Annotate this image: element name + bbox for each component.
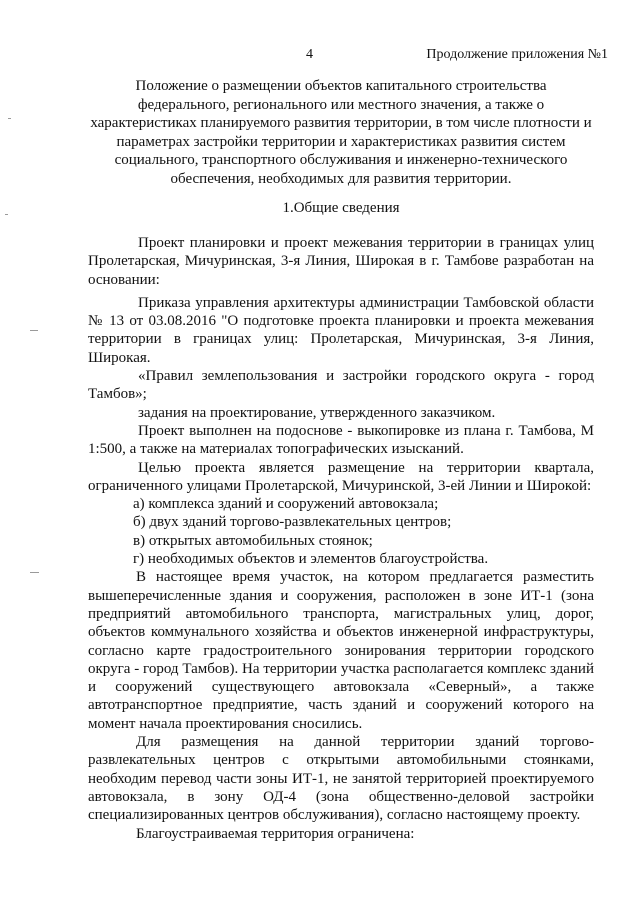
page-header [0,47,640,67]
document-body [88,234,594,843]
paragraph-assignment: задания на проектирование, утвержденного заказчиком. [138,404,496,421]
document-title: Положение о размещении объектов капитального строительства федерального, регионального или местного значения, а также о характеристиках планируемого развития территории, в том числе плотности и параметрах застройки территории и характеристиках развития систем социального, транспортного обслуживания и инженерно-технического обеспечения, необходимых для развития территории. [90,78,592,187]
scan-mark [5,214,8,215]
list-item-d: г) необходимых объектов и элементов благоустройства. [133,551,489,568]
paragraph-current-zone: В настоящее время участок, на котором предлагается разместить вышеперечисленные здания и сооружения, расположен в зоне ИТ-1 (зона предприятий автомобильного транспорта, магистральных улиц, дорог, объектов коммунального хозяйства и объектов инженерной инфраструктуры, согласно карте градостроительного зонирования территории городского округа - город Тамбов). На территории участка располагается комплекс зданий и сооружений существующего автовокзала «Северный», а также автотранспортное предприятие, часть зданий и сооружений которого на момент начала проектирования сносились. [88,569,594,732]
list-item-c: в) открытых автомобильных стоянок; [133,532,373,549]
section-heading: 1.Общие сведения [282,200,400,216]
paragraph-goal: Целью проекта является размещение на территории квартала, ограниченного улицами Пролетарской, Мичуринской, 3-ей Линии и Широкой: [88,459,594,494]
scan-mark [30,572,39,573]
scan-mark [8,118,11,119]
continuation-label: Продолжение приложения №1 [426,47,608,62]
paragraph-basemap: Проект выполнен на подоснове - выкопировке из плана г. Тамбова, М 1:500, а также на материалах топографических изысканий. [88,422,594,458]
page-number: 4 [306,47,313,62]
scan-mark [30,330,38,331]
list-item-a: а) комплекса зданий и сооружений автовокзала; [133,496,439,513]
paragraph-boundaries: Благоустраиваемая территория ограничена: [136,825,415,842]
paragraph-rules: «Правил землепользования и застройки городского округа - город Тамбов»; [88,368,594,403]
paragraph-zone-transfer: Для размещения на данной территории зданий торгово-развлекательных центров с открытыми автомобильными стоянками, необходим перевод части зоны ИТ-1, не занятой территорией проектируемого автовокзала, в зону ОД-4 (зона общественно-деловой застройки специализированных центров обслуживания), согласно настоящему проекту. [88,734,594,824]
list-item-b: б) двух зданий торгово-развлекательных центров; [133,514,452,531]
paragraph-basis: Проект планировки и проект межевания территории в границах улиц Пролетарская, Мичуринская, 3-я Линия, Широкая в г. Тамбове разработан на основании: [88,235,594,288]
paragraph-order: Приказа управления архитектуры администрации Тамбовской области № 13 от 03.08.2016 "О подготовке проекта планировки и проекта межевания территории в границах улиц: Пролетарская, Мичуринская, 3-я Линия, Широкая. [88,294,594,366]
